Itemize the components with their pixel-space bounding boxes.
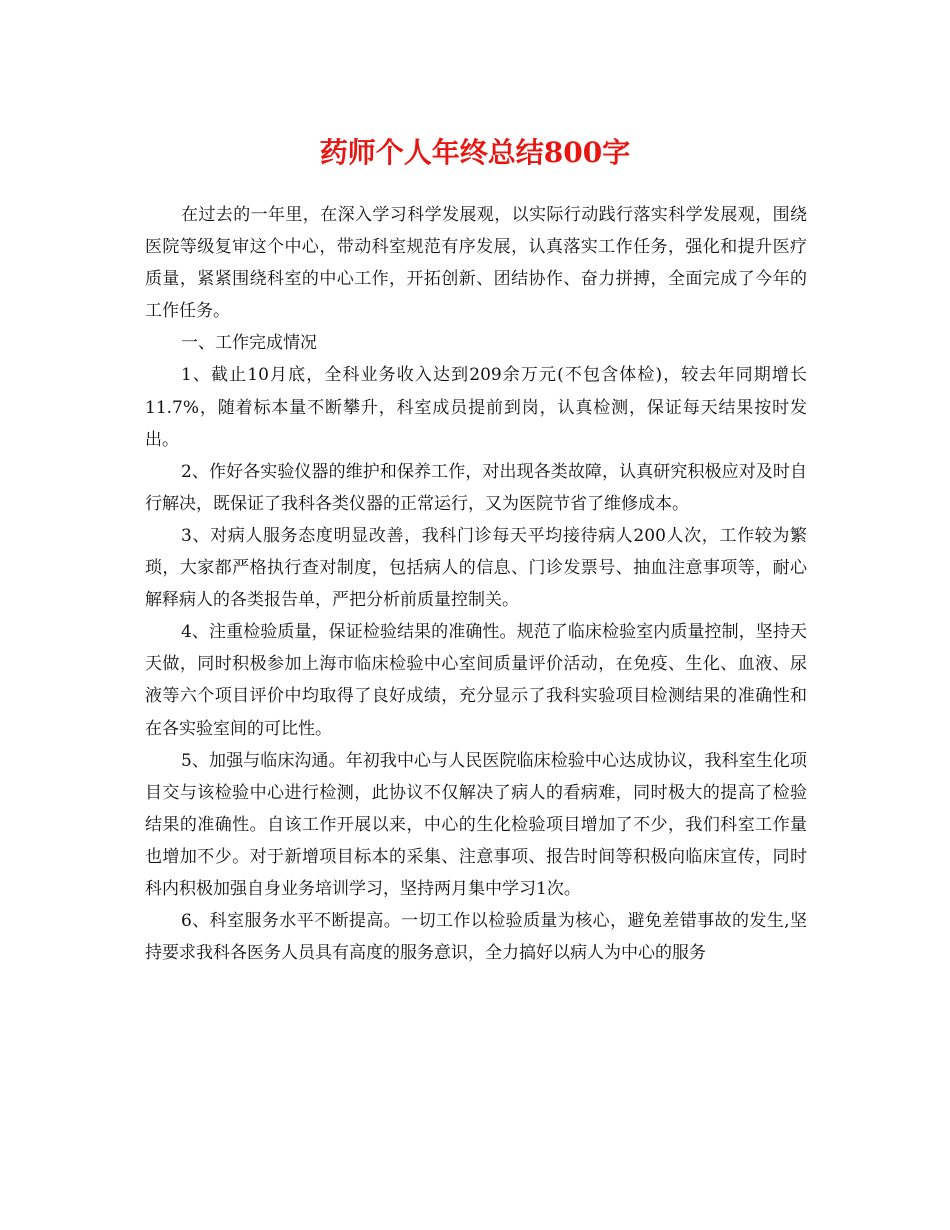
document-title: 药师个人年终总结800字 bbox=[319, 136, 631, 169]
document-body bbox=[145, 199, 807, 969]
section-heading-work-completion: 一、工作完成情况 bbox=[181, 333, 317, 354]
paragraph-item-1: 1、截止10月底，全科业务收入达到209余万元(不包含体检)，较去年同期增长11.7%，随着标本量不断攀升，科室成员提前到岗，认真检测，保证每天结果按时发出。 bbox=[145, 365, 807, 450]
paragraph-item-3: 3、对病人服务态度明显改善，我科门诊每天平均接待病人200人次，工作较为繁琐，大家都严格执行查对制度，包括病人的信息、门诊发票号、抽血注意事项等，耐心解释病人的各类报告单，严把分析前质量控制关。 bbox=[145, 525, 807, 611]
paragraph-item-2: 2、作好各实验仪器的维护和保养工作，对出现各类故障，认真研究积极应对及时自行解决，既保证了我科各类仪器的正常运行，又为医院节省了维修成本。 bbox=[145, 461, 807, 514]
paragraph-item-6: 6、科室服务水平不断提高。一切工作以检验质量为核心，避免差错事故的发生,坚持要求我科各医务人员具有高度的服务意识，全力搞好以病人为中心的服务 bbox=[145, 911, 807, 964]
paragraph-item-4: 4、注重检验质量，保证检验结果的准确性。规范了临床检验室内质量控制，坚持天天做，同时积极参加上海市临床检验中心室间质量评价活动，在免疫、生化、血液、尿液等六个项目评价中均取得了良好成绩，充分显示了我科实验项目检测结果的准确性和在各实验室间的可比性。 bbox=[145, 622, 807, 739]
paragraph-intro: 在过去的一年里，在深入学习科学发展观，以实际行动践行落实科学发展观，围绕医院等级复审这个中心，带动科室规范有序发展，认真落实工作任务，强化和提升医疗质量，紧紧围绕科室的中心工作，开拓创新、团结协作、奋力拼搏，全面完成了今年的工作任务。 bbox=[145, 205, 807, 322]
paragraph-item-5: 5、加强与临床沟通。年初我中心与人民医院临床检验中心达成协议，我科室生化项目交与该检验中心进行检测，此协议不仅解决了病人的看病难，同时极大的提高了检验结果的准确性。自该工作开展以来，中心的生化检验项目增加了不少，我们科室工作量也增加不少。对于新增项目标本的采集、注意事项、报告时间等积极向临床宣传，同时科内积极加强自身业务培训学习，坚持两月集中学习1次。 bbox=[145, 750, 807, 899]
